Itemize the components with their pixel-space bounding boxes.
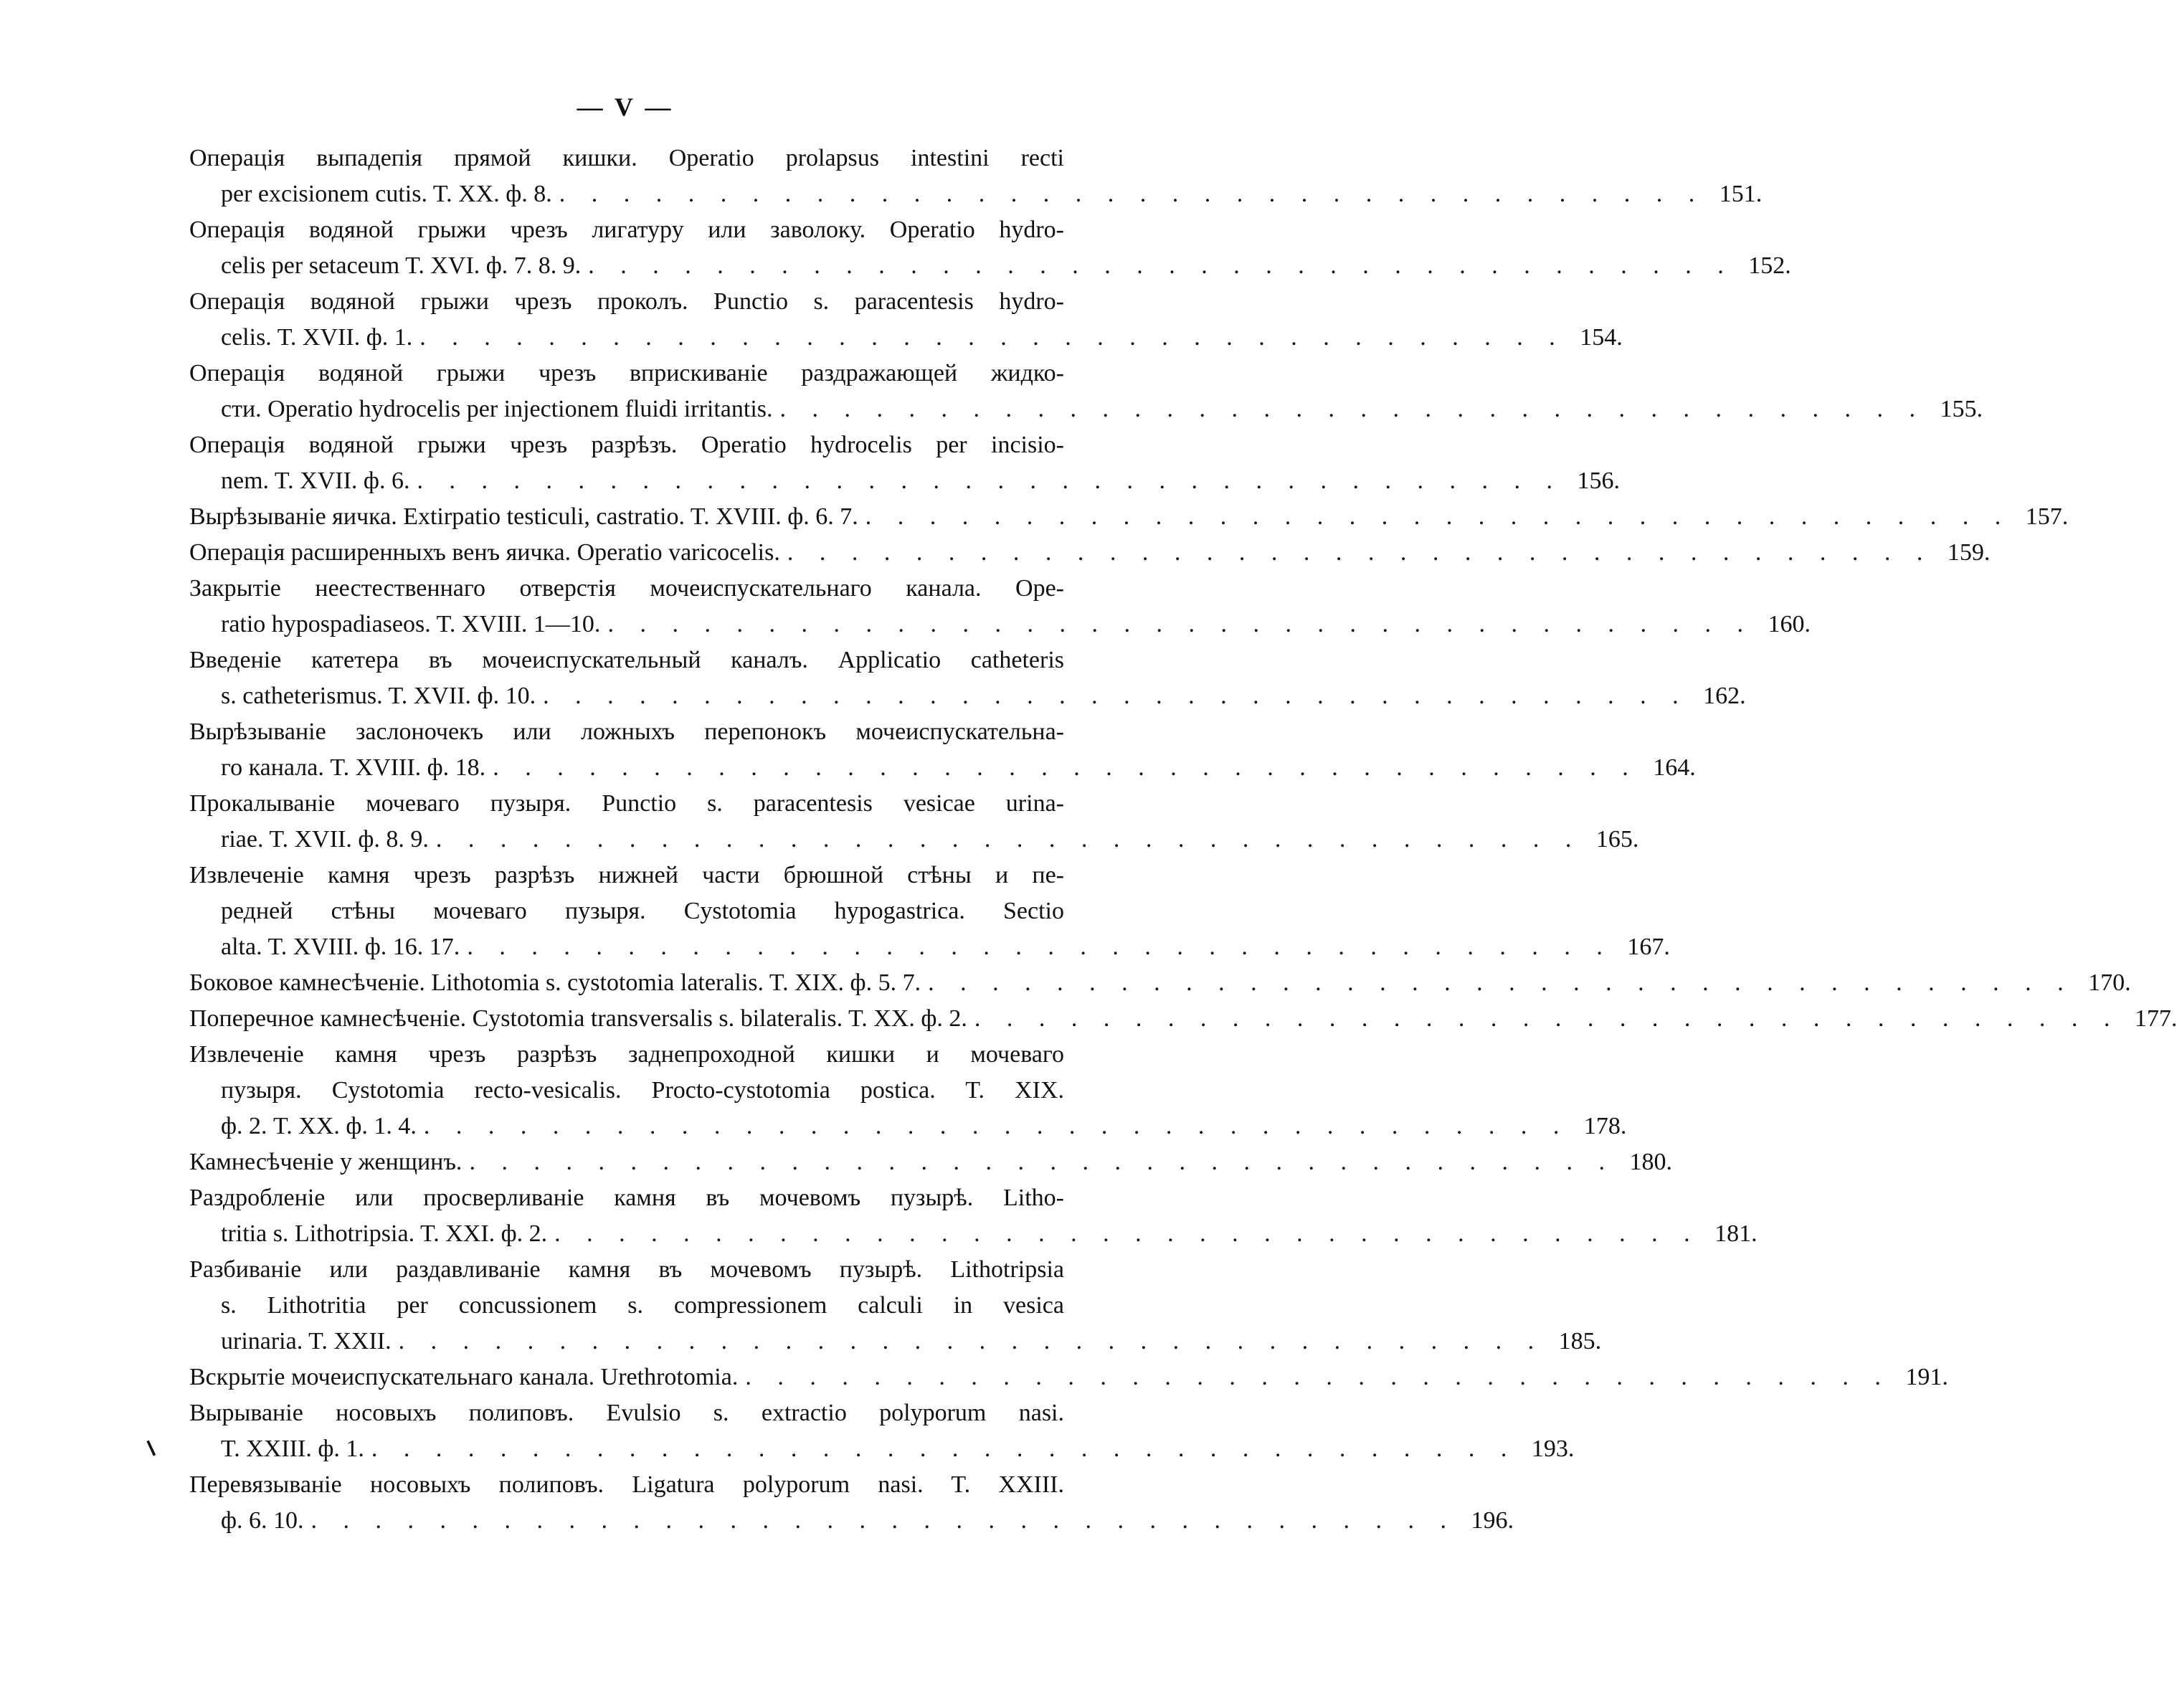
toc-entry-last-line — [189, 965, 2131, 1001]
toc-entry — [189, 571, 1811, 642]
dot-leader: . . . . . . . . . . . . . . . . . . . . . . . . . . . . . . . . . . . . — [974, 1005, 2120, 1032]
dot-leader: . . . . . . . . . . . . . . . . . . . . . . . . . . . . . . . . . . . . — [419, 324, 1565, 351]
toc-entry-title-line: Разбиваніе или раздавливаніе камня въ мочевомъ пузырѣ. Lithotripsia — [189, 1256, 1064, 1283]
toc-entry — [189, 1001, 2177, 1037]
dot-leader: . . . . . . . . . . . . . . . . . . . . . . . . . . . . . . . . . . . . — [423, 1113, 1570, 1139]
toc-entry-last-line — [189, 1360, 1948, 1395]
toc-entry — [189, 535, 1991, 571]
dot-leader: . . . . . . . . . . . . . . . . . . . . . . . . . . . . . . . . . . . . — [310, 1507, 1457, 1534]
dot-leader: . . . . . . . . . . . . . . . . . . . . . . . . . . . . . . . . . . . . — [588, 252, 1734, 279]
toc-entry-last-line — [189, 1144, 1672, 1180]
toc-entry-text: го канала. T. XVIII. ф. 18. — [221, 754, 486, 781]
toc-entry-title-line: Раздробленіе или просверливаніе камня въ мочевомъ пузырѣ. Litho- — [189, 1185, 1064, 1211]
toc-entry-last-line — [189, 392, 1983, 427]
toc-entry-page-number: 178. — [1583, 1113, 1627, 1139]
toc-entry-text: s. catheterismus. T. XVII. ф. 10. — [221, 683, 536, 709]
table-of-contents — [189, 141, 2177, 1539]
dot-leader: . . . . . . . . . . . . . . . . . . . . . . . . . . . . . . . . . . . . — [398, 1328, 1545, 1354]
toc-entry — [189, 212, 1791, 284]
toc-entry-text: ф. 2. T. XX. ф. 1. 4. — [221, 1113, 417, 1139]
toc-entry-last-line — [189, 176, 1763, 212]
toc-entry-title-line: Операція водяной грыжи чрезъ проколъ. Punctio s. paracentesis hydro- — [189, 288, 1064, 315]
toc-entry-text: nem. T. XVII. ф. 6. — [221, 468, 410, 494]
toc-entry-page-number: 164. — [1653, 754, 1696, 781]
toc-entry-text: ratio hypospadiaseos. T. XVIII. 1—10. — [221, 611, 601, 637]
toc-entry-text: Вскрытіе мочеиспускательнаго канала. Urethrotomia. — [189, 1364, 739, 1390]
page-number: — V — — [577, 92, 674, 121]
toc-entry-text: сти. Operatio hydrocelis per injectionem fluidi irritantis. — [221, 396, 773, 422]
toc-entry-page-number: 185. — [1558, 1328, 1602, 1354]
toc-entry-page-number: 162. — [1703, 683, 1746, 709]
toc-entry-continuation-line: пузыря. Cystotomia recto-vesicalis. Procto-cystotomia postica. T. XIX. — [221, 1077, 1064, 1104]
toc-entry-last-line — [189, 499, 2069, 535]
toc-entry — [189, 786, 1639, 858]
toc-entry-text: Поперечное камнесѣченіе. Cystotomia transversalis s. bilateralis. T. XX. ф. 2. — [189, 1005, 967, 1032]
dot-leader: . . . . . . . . . . . . . . . . . . . . . . . . . . . . . . . . . . . . — [543, 683, 1689, 709]
toc-entry-last-line — [189, 320, 1623, 356]
toc-entry-last-line — [189, 1216, 1758, 1252]
toc-entry-text: T. XXIII. ф. 1. — [221, 1436, 364, 1462]
toc-entry-text: per excisionem cutis. T. XX. ф. 8. — [221, 181, 552, 207]
toc-entry-title-line: Введеніе катетера въ мочеиспускательный каналъ. Applicatio catheteris — [189, 647, 1064, 673]
toc-entry-last-line — [189, 1503, 1514, 1539]
dot-leader: . . . . . . . . . . . . . . . . . . . . . . . . . . . . . . . . . . . . — [371, 1436, 1517, 1462]
toc-entry-title-line: Вырываніе носовыхъ полиповъ. Evulsio s. extractio polyporum nasi. — [189, 1400, 1064, 1426]
toc-entry — [189, 1360, 1948, 1395]
toc-entry-continuation-line: редней стѣны мочеваго пузыря. Cystotomia hypogastrica. Sectio — [221, 898, 1064, 924]
toc-entry-page-number: 177. — [2134, 1005, 2177, 1032]
toc-entry-page-number: 159. — [1947, 539, 1991, 566]
toc-entry-page-number: 167. — [1627, 934, 1670, 960]
toc-entry-text: Операція расширенныхъ венъ яичка. Operatio varicocelis. — [189, 539, 780, 566]
dot-leader: . . . . . . . . . . . . . . . . . . . . . . . . . . . . . . . . . . . . — [865, 503, 2011, 530]
toc-entry-title-line: Извлеченіе камня чрезъ разрѣзъ заднепроходной кишки и мочеваго — [189, 1041, 1064, 1068]
toc-entry-last-line — [189, 248, 1791, 284]
dot-leader: . . . . . . . . . . . . . . . . . . . . . . . . . . . . . . . . . . . . — [928, 969, 2074, 996]
toc-entry-title-line: Прокалываніе мочеваго пузыря. Punctio s. paracentesis vesicae urina- — [189, 790, 1064, 817]
toc-entry — [189, 1144, 1672, 1180]
toc-entry-page-number: 191. — [1905, 1364, 1948, 1390]
toc-entry-last-line — [189, 1324, 1602, 1360]
toc-entry-last-line — [189, 750, 1696, 786]
toc-entry-text: Камнесѣченіе у женщинъ. — [189, 1149, 463, 1175]
toc-entry — [189, 1037, 1627, 1144]
toc-entry — [189, 1395, 1575, 1467]
dot-leader: . . . . . . . . . . . . . . . . . . . . . . . . . . . . . . . . . . . . — [745, 1364, 1891, 1390]
toc-entry-page-number: 156. — [1577, 468, 1620, 494]
toc-entry-text: ф. 6. 10. — [221, 1507, 304, 1534]
toc-entry-page-number: 180. — [1629, 1149, 1672, 1175]
toc-entry-last-line — [189, 607, 1811, 642]
toc-entry — [189, 642, 1746, 714]
dot-leader: . . . . . . . . . . . . . . . . . . . . . . . . . . . . . . . . . . . . — [469, 1149, 1615, 1175]
toc-entry-last-line — [189, 1109, 1627, 1144]
dot-leader: . . . . . . . . . . . . . . . . . . . . . . . . . . . . . . . . . . . . — [467, 934, 1613, 960]
toc-entry — [189, 427, 1620, 499]
toc-entry-continuation-line: s. Lithotritia per concussionem s. compressionem calculi in vesica — [221, 1292, 1064, 1319]
toc-entry-text: tritia s. Lithotripsia. T. XXI. ф. 2. — [221, 1220, 548, 1247]
toc-entry-page-number: 157. — [2025, 503, 2069, 530]
toc-entry — [189, 1252, 1602, 1360]
toc-entry-page-number: 151. — [1719, 181, 1763, 207]
toc-entry-last-line — [189, 678, 1746, 714]
toc-entry-last-line — [189, 535, 1991, 571]
toc-entry-page-number: 155. — [1940, 396, 1983, 422]
toc-entry-page-number: 181. — [1714, 1220, 1758, 1247]
toc-entry-text: celis. T. XVII. ф. 1. — [221, 324, 413, 351]
toc-entry-text: Вырѣзываніе яичка. Extirpatio testiculi, castratio. T. XVIII. ф. 6. 7. — [189, 503, 858, 530]
toc-entry-text: Боковое камнесѣченіе. Lithotomia s. cystotomia lateralis. T. XIX. ф. 5. 7. — [189, 969, 921, 996]
toc-entry-title-line: Операція водяной грыжи чрезъ лигатуру или заволоку. Operatio hydro- — [189, 217, 1064, 243]
toc-entry — [189, 1180, 1758, 1252]
margin-mark: ⸜ — [140, 1422, 167, 1461]
toc-entry — [189, 858, 1670, 965]
dot-leader: . . . . . . . . . . . . . . . . . . . . . . . . . . . . . . . . . . . . — [435, 826, 1582, 853]
dot-leader: . . . . . . . . . . . . . . . . . . . . . . . . . . . . . . . . . . . . — [607, 611, 1753, 637]
toc-entry-text: riae. T. XVII. ф. 8. 9. — [221, 826, 429, 853]
dot-leader: . . . . . . . . . . . . . . . . . . . . . . . . . . . . . . . . . . . . — [779, 396, 1925, 422]
toc-entry — [189, 1467, 1514, 1539]
toc-entry-title-line: Извлеченіе камня чрезъ разрѣзъ нижней части брюшной стѣны и пе- — [189, 862, 1064, 888]
dot-leader: . . . . . . . . . . . . . . . . . . . . . . . . . . . . . . . . . . . . — [493, 754, 1638, 781]
toc-entry-page-number: 196. — [1471, 1507, 1514, 1534]
toc-entry-last-line — [189, 822, 1639, 858]
toc-entry — [189, 356, 1983, 427]
toc-entry-page-number: 154. — [1580, 324, 1623, 351]
dot-leader: . . . . . . . . . . . . . . . . . . . . . . . . . . . . . . . . . . . . — [787, 539, 1933, 566]
toc-entry-page-number: 170. — [2088, 969, 2131, 996]
toc-entry-title-line: Закрытіе неестественнаго отверстія мочеиспускательнаго канала. Ope- — [189, 575, 1064, 602]
dot-leader: . . . . . . . . . . . . . . . . . . . . . . . . . . . . . . . . . . . . — [559, 181, 1705, 207]
dot-leader: . . . . . . . . . . . . . . . . . . . . . . . . . . . . . . . . . . . . — [554, 1220, 1700, 1247]
dot-leader: . . . . . . . . . . . . . . . . . . . . . . . . . . . . . . . . . . . . — [417, 468, 1562, 494]
toc-entry — [189, 499, 2069, 535]
toc-entry-title-line: Операція водяной грыжи чрезъ разрѣзъ. Operatio hydrocelis per incisio- — [189, 432, 1064, 458]
toc-entry-title-line: Операція выпадепія прямой кишки. Operatio prolapsus intestini recti — [189, 145, 1064, 171]
toc-entry-title-line: Вырѣзываніе заслоночекъ или ложныхъ перепонокъ мочеиспускательна- — [189, 718, 1064, 745]
toc-entry-text: celis per setaceum T. XVI. ф. 7. 8. 9. — [221, 252, 582, 279]
toc-entry-page-number: 165. — [1595, 826, 1639, 853]
toc-entry-title-line: Операція водяной грыжи чрезъ вприскиваніе раздражающей жидко- — [189, 360, 1064, 386]
toc-entry-page-number: 152. — [1748, 252, 1791, 279]
toc-entry-last-line — [189, 929, 1670, 965]
toc-entry-last-line — [189, 463, 1620, 499]
toc-entry-last-line — [189, 1001, 2177, 1037]
toc-entry-text: urinaria. T. XXII. — [221, 1328, 392, 1354]
toc-entry — [189, 141, 1763, 212]
toc-entry-page-number: 160. — [1768, 611, 1811, 637]
toc-entry-last-line — [189, 1431, 1575, 1467]
toc-entry-title-line: Перевязываніе носовыхъ полиповъ. Ligatura polyporum nasi. T. XXIII. — [189, 1471, 1064, 1498]
toc-entry — [189, 284, 1623, 356]
toc-entry-text: alta. T. XVIII. ф. 16. 17. — [221, 934, 460, 960]
toc-entry-page-number: 193. — [1531, 1436, 1575, 1462]
toc-entry — [189, 965, 2131, 1001]
toc-entry — [189, 714, 1696, 786]
